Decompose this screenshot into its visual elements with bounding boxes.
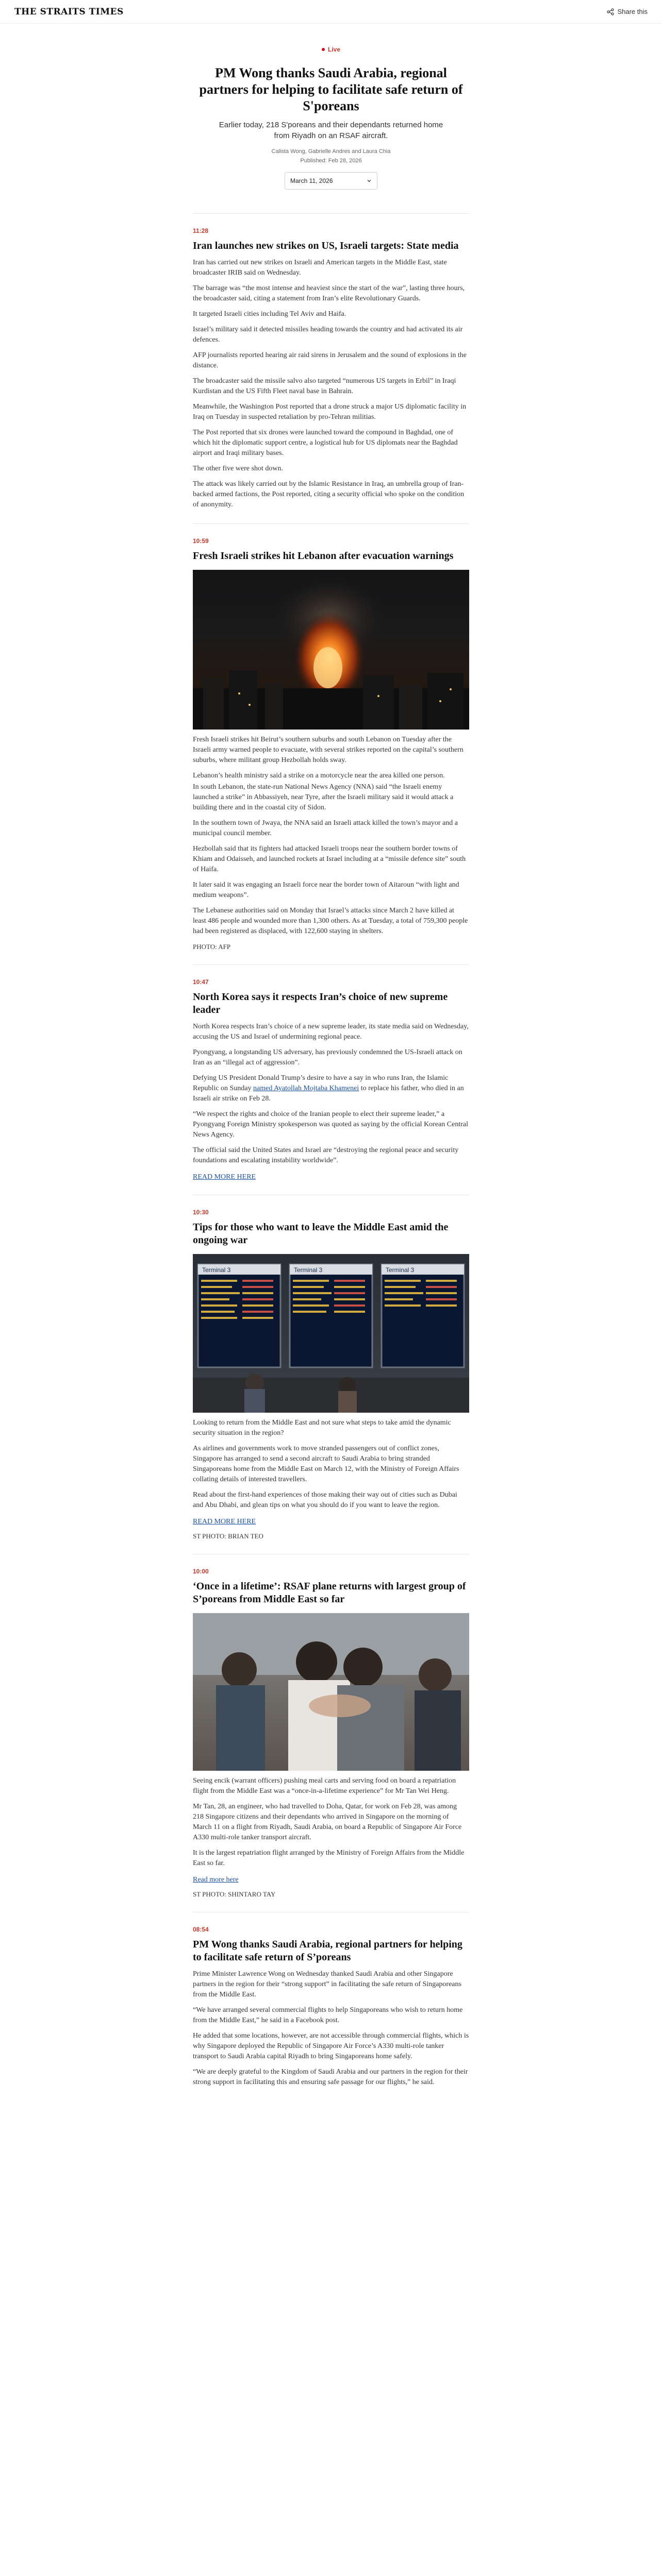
post-paragraph: In south Lebanon, the state-run National News Agency (NNA) said “the Israeli enemy launched a strike” in Abbassiyeh, near Tyre, after the Israeli military said it would attack a building there and in the coastal city of Sidon. bbox=[193, 783, 454, 811]
post-paragraph: “We respect the rights and choice of the Iranian people to elect their supreme leader,” a Pyongyang Foreign Ministry spokesperson was quoted as saying by the official Korean Central News Agency. bbox=[193, 1110, 468, 1139]
post-paragraph: Fresh Israeli strikes hit Beirut’s southern suburbs and south Lebanon on Tuesday after the Israeli army warned people to evacuate, with several strikes reported on the capital’s southern suburbs, where militant group Hezbollah holds sway. bbox=[193, 736, 464, 764]
post-paragraph: It is the largest repatriation flight arranged by the Ministry of Foreign Affairs from the Middle East so far. bbox=[193, 1849, 465, 1867]
post-paragraph: The Post reported that six drones were launched toward the compound in Baghdad, one of which hit the diplomatic support centre, a logistical hub for US diplomats near the Baghdad airport and Iraqi military bases. bbox=[193, 429, 458, 457]
top-bar bbox=[0, 0, 662, 24]
post-time: 08:54 bbox=[193, 1926, 209, 1933]
post-paragraph: “We are deeply grateful to the Kingdom of Saudi Arabia and our partners in the region for their strong support in facilitating this and ensuring safe passage for our flights,” he said. bbox=[193, 2068, 468, 2086]
live-post bbox=[193, 1195, 469, 1554]
post-paragraph: “We have arranged several commercial flights to help Singaporeans who wish to return home from the Middle East,” he said in a Facebook post. bbox=[193, 2006, 463, 2024]
post-time: 10:00 bbox=[193, 1568, 209, 1575]
live-dot-icon bbox=[322, 48, 325, 51]
post-paragraph: He added that some locations, however, are not accessible through commercial flights, which is why Singapore deployed the Republic of Singapore Air Force’s A330 multi-role tanker transport to Saudi Arabia capital Riyadh to bring Singaporeans home safely. bbox=[193, 2032, 469, 2060]
inline-link-khamenei[interactable]: named Ayatollah Mojtaba Khamenei bbox=[253, 1084, 359, 1092]
paragraph-text: to replace his father, who died in an Israeli air strike on Feb 28. bbox=[193, 1084, 464, 1103]
post-paragraph: Hezbollah said that its fighters had attacked Israeli troops near the southern border towns of Khiam and Odaisseh, and launched rockets at Israel including at a “missile defence site” south of Haifa. bbox=[193, 845, 466, 873]
post-title: ‘Once in a lifetime’: RSAF plane returns with largest group of S’poreans from Middle East so far bbox=[193, 1581, 466, 1605]
photo-credit: PHOTO: AFP bbox=[193, 943, 231, 951]
terminal-label: Terminal 3 bbox=[386, 1266, 415, 1274]
photo-credit: ST PHOTO: BRIAN TEO bbox=[193, 1532, 263, 1540]
post-paragraph: It later said it was engaging an Israeli force near the border town of Aitaroun “with light and medium weapons”. bbox=[193, 881, 459, 899]
live-post bbox=[193, 523, 469, 964]
post-paragraph: AFP journalists reported hearing air raid sirens in Jerusalem and the sound of explosions in the distance. bbox=[193, 351, 467, 369]
post-paragraph: Looking to return from the Middle East and not sure what steps to take amid the dynamic security situation in the region? bbox=[193, 1419, 451, 1437]
date-select-value: March 11, 2026 bbox=[290, 177, 333, 184]
photo-beirut-strike bbox=[193, 570, 469, 730]
post-title: Iran launches new strikes on US, Israeli targets: State media bbox=[193, 240, 459, 251]
byline: Calista Wong, Gabrielle Andres and Laura Chia bbox=[271, 148, 391, 155]
post-paragraph: North Korea respects Iran’s choice of a new supreme leader, its state media said on Wednesday, accusing the US and Israel of undermining regional peace. bbox=[193, 1023, 469, 1041]
chevron-down-icon bbox=[367, 178, 372, 183]
post-title: Fresh Israeli strikes hit Lebanon after evacuation warnings bbox=[193, 550, 454, 562]
post-paragraph: As airlines and governments work to move stranded passengers out of conflict zones, Singapore has arranged to send a second aircraft to Saudi Arabia to bring stranded Singaporeans home from the Middle East on March 12, with the Ministry of Foreign Affairs collating details of interested travellers. bbox=[193, 1445, 459, 1483]
post-time: 10:47 bbox=[193, 978, 209, 986]
post-paragraph: The barrage was “the most intense and heaviest since the start of the war”, lasting three hours, the broadcaster said, citing a statement from Iran’s elite Revolutionary Guards. bbox=[193, 284, 465, 302]
post-title: Tips for those who want to leave the Middle East amid the ongoing war bbox=[193, 1222, 449, 1246]
post-paragraph: Meanwhile, the Washington Post reported that a drone struck a major US diplomatic facility in Iraq on Tuesday in suspected retaliation by pro-Tehran militias. bbox=[193, 403, 467, 421]
post-title: PM Wong thanks Saudi Arabia, regional partners for helping to facilitate safe return of S’poreans bbox=[193, 1939, 462, 1963]
read-more-link[interactable]: Read more here bbox=[193, 1876, 239, 1884]
photo-departure-board bbox=[193, 1254, 469, 1413]
post-paragraph: The official said the United States and Israel are “destroying the regional peace and security foundations and escalating instability worldwide”. bbox=[193, 1146, 459, 1164]
photo-credit: ST PHOTO: SHINTARO TAY bbox=[193, 1890, 276, 1898]
post-time: 10:59 bbox=[193, 537, 209, 545]
site-logo[interactable]: THE STRAITS TIMES bbox=[14, 6, 124, 17]
article-header bbox=[193, 24, 469, 190]
read-more-link[interactable]: READ MORE HERE bbox=[193, 1173, 256, 1181]
terminal-label: Terminal 3 bbox=[202, 1266, 231, 1274]
post-paragraph: Prime Minister Lawrence Wong on Wednesday thanked Saudi Arabia and other Singapore partners in the region for their “strong support” in facilitating the safe return of Singaporeans from the Middle East. bbox=[193, 1970, 461, 1998]
post-paragraph: Read about the first-hand experiences of those making their way out of cities such as Dubai and Abu Dhabi, and glean tips on what you should do if you want to leave the region. bbox=[193, 1491, 457, 1509]
post-time: 11:28 bbox=[193, 227, 209, 234]
photo-reunion bbox=[193, 1613, 469, 1771]
post-paragraph: Seeing encik (warrant officers) pushing meal carts and serving food on board a repatriation flight from the Middle East was a “once-in-a-lifetime experience” for Mr Tan Wei Heng. bbox=[193, 1777, 456, 1795]
post-time: 10:30 bbox=[193, 1209, 209, 1216]
live-label: Live bbox=[327, 46, 340, 53]
share-label: Share this bbox=[617, 8, 648, 15]
live-badge bbox=[322, 46, 340, 53]
read-more-link[interactable]: READ MORE HERE bbox=[193, 1518, 256, 1526]
post-paragraph: Iran has carried out new strikes on Israeli and American targets in the Middle East, state broadcaster IRIB said on Wednesday. bbox=[193, 259, 447, 277]
live-post bbox=[193, 1554, 469, 1912]
post-paragraph: The Lebanese authorities said on Monday that Israel’s attacks since March 2 have killed at least 486 people and wounded more than 1,300 others. As at Tuesday, a total of 759,300 people had been registered as displaced, with 122,600 staying in shelters. bbox=[193, 907, 468, 935]
post-paragraph: Mr Tan, 28, an engineer, who had travelled to Doha, Qatar, for work on Feb 28, was among 218 Singapore citizens and their dependants who arrived in Singapore on the morning of March 11 on a flight from Riyadh, Saudi Arabia, on board a Republic of Singapore Air Force A330 multi-role tanker transport aircraft. bbox=[193, 1803, 462, 1841]
live-post bbox=[193, 1912, 469, 2101]
post-paragraph: Israel’s military said it detected missiles heading towards the country and had activated its air defences. bbox=[193, 326, 463, 344]
standfirst: Earlier today, 218 S'poreans and their dependants returned home from Riyadh on an RSAF aircraft. bbox=[219, 121, 443, 140]
post-paragraph bbox=[193, 1073, 469, 1104]
post-paragraph: Lebanon’s health ministry said a strike on a motorcycle near the area killed one person. bbox=[193, 772, 445, 779]
page-title: PM Wong thanks Saudi Arabia, regional partners for helping to facilitate safe return of S'poreans bbox=[199, 65, 463, 113]
share-icon bbox=[607, 8, 614, 15]
reunion-photo-illustration bbox=[193, 1613, 469, 1771]
strike-photo-illustration bbox=[193, 570, 469, 730]
post-paragraph: The attack was likely carried out by the Islamic Resistance in Iraq, an umbrella group of Iran-backed armed factions, the Post reported, citing a security official who spoke on the condition of anonymity. bbox=[193, 480, 465, 509]
post-paragraph: In the southern town of Jwaya, the NNA said an Israeli attack killed the town’s mayor and a municipal council member. bbox=[193, 819, 458, 837]
post-paragraph: It targeted Israeli cities including Tel Aviv and Haifa. bbox=[193, 310, 346, 318]
live-post bbox=[193, 213, 469, 523]
live-post bbox=[193, 964, 469, 1195]
departure-board-illustration bbox=[193, 1254, 469, 1413]
terminal-label: Terminal 3 bbox=[294, 1266, 323, 1274]
post-paragraph: The other five were shot down. bbox=[193, 465, 283, 472]
paragraph-text: Defying US President Donald Trump’s desire to have a say in who runs Iran, the Islamic Republic on Sunday bbox=[193, 1074, 449, 1092]
post-paragraph: The broadcaster said the missile salvo also targeted “numerous US targets in Erbil” in Iraqi Kurdistan and the US Fifth Fleet naval base in Bahrain. bbox=[193, 377, 456, 395]
share-button[interactable] bbox=[607, 8, 648, 15]
date-select[interactable] bbox=[285, 172, 377, 190]
post-paragraph: Pyongyang, a longstanding US adversary, has previously condemned the US-Israeli attack on Iran as an “illegal act of aggression”. bbox=[193, 1048, 462, 1066]
published-date: Published: Feb 28, 2026 bbox=[300, 158, 362, 164]
post-title: North Korea says it respects Iran’s choice of new supreme leader bbox=[193, 991, 448, 1015]
